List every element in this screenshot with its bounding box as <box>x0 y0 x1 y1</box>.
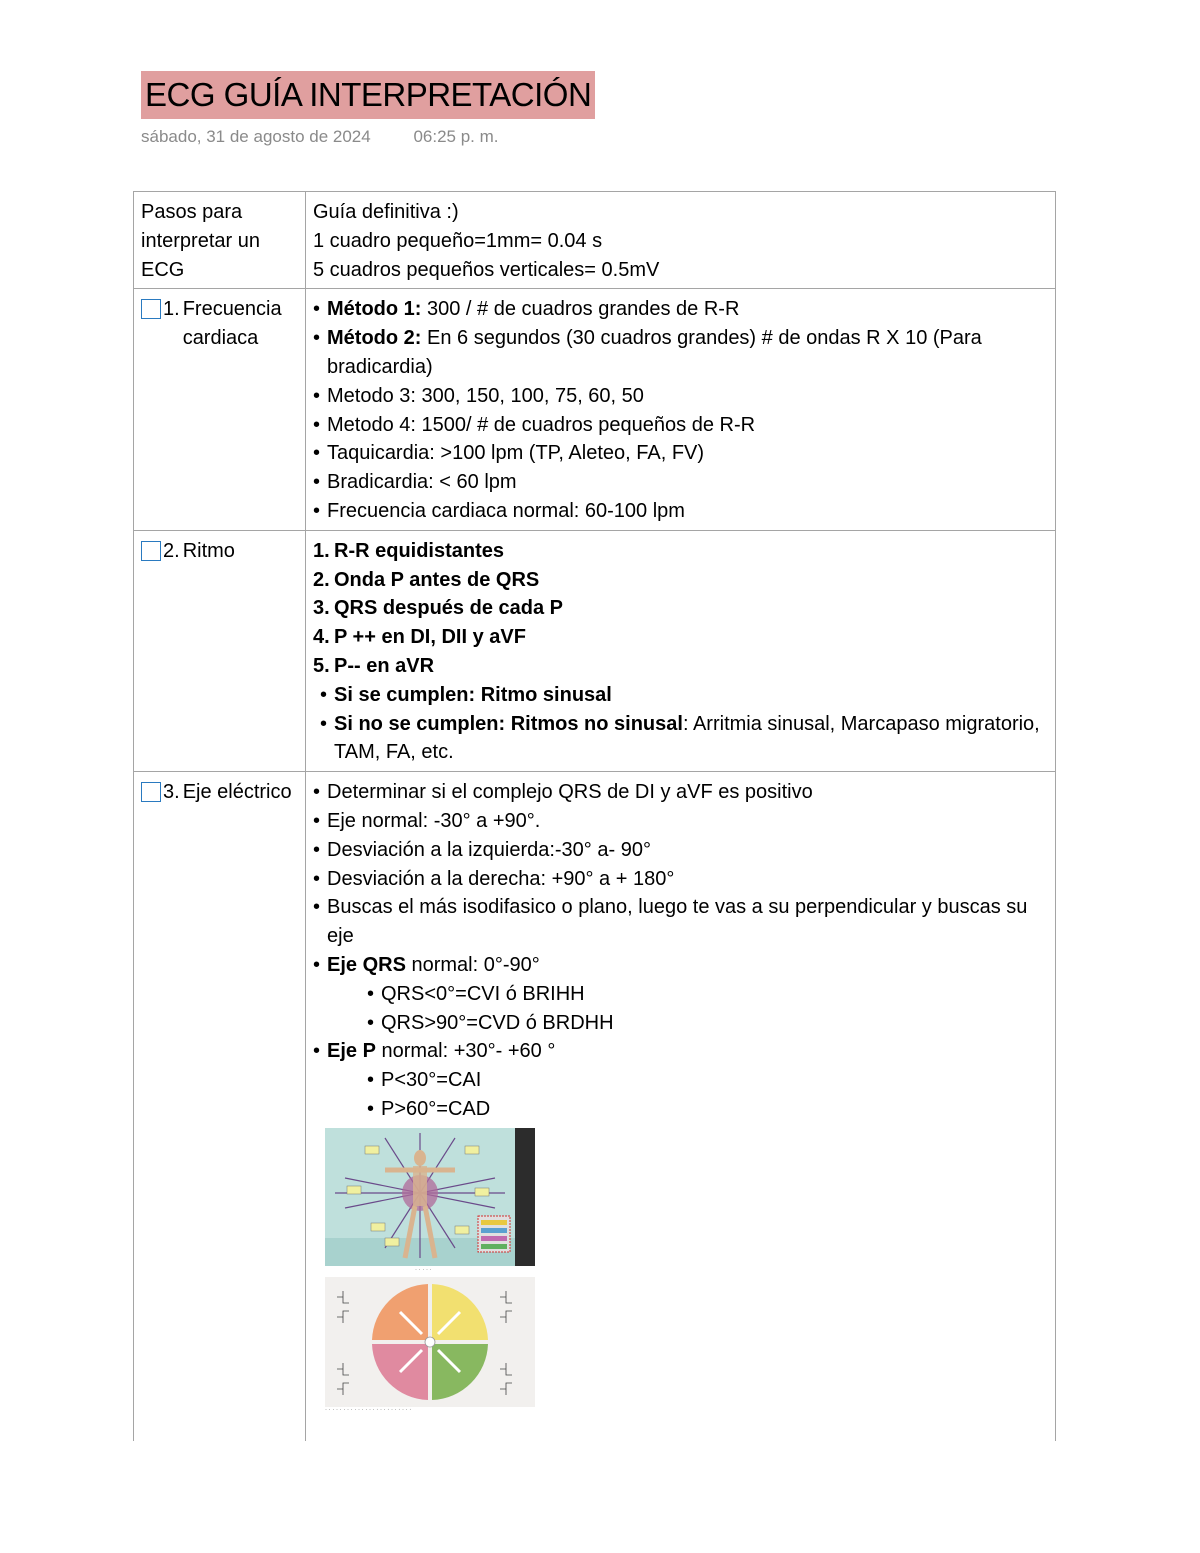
list-item: • Eje P normal: +30°- +60 ° <box>313 1040 556 1063</box>
sub-list-item: • P<30°=CAI <box>367 1069 482 1092</box>
step-label: Ritmo <box>182 539 235 562</box>
header-col2-line: 1 cuadro pequeño=1mm= 0.04 s <box>313 229 603 252</box>
sub-list-item: • QRS<0°=CVI ó BRIHH <box>367 982 585 1005</box>
step-cell <box>134 772 306 1442</box>
figure-caption-small: · · · · · · · · · · · · · · · · · · · · · · · · <box>325 1406 412 1413</box>
header-col2-line: 5 cuadros pequeños verticales= 0.5mV <box>313 258 660 281</box>
sub-list-item: • P>60°=CAD <box>367 1097 491 1120</box>
table-row-frecuencia <box>134 289 1056 530</box>
table-row-eje <box>134 772 1056 1442</box>
step-number: 2. <box>163 539 180 562</box>
page-date: sábado, 31 de agosto de 2024 <box>141 127 371 146</box>
list-item: 5. P-- en aVR <box>313 654 435 677</box>
list-item: • Si se cumplen: Ritmo sinusal <box>320 683 612 706</box>
list-item: • Desviación a la derecha: +90° a + 180° <box>313 867 675 890</box>
list-item: • Buscas el más isodifasico o plano, luego te vas a su perpendicular y buscas su eje <box>313 896 1028 948</box>
header-col1-line: Pasos para <box>141 201 243 223</box>
header-col1-line: ECG <box>141 258 185 281</box>
sub-list-item: • QRS>90°=CVD ó BRDHH <box>367 1011 614 1034</box>
list-item: • Determinar si el complejo QRS de DI y aVF es positivo <box>313 781 813 804</box>
list-item: 4. P ++ en DI, DII y aVF <box>313 626 526 649</box>
list-item: • Eje QRS normal: 0°-90° <box>313 953 540 976</box>
header-col1 <box>134 192 306 289</box>
header-col1-line: interpretar un <box>141 229 260 252</box>
step-cell <box>134 530 306 771</box>
list-item: • Método 1: 300 / # de cuadros grandes de R-R <box>313 298 740 321</box>
list-item: 1. R-R equidistantes <box>313 539 505 562</box>
hexaxial-body-diagram-image <box>325 1128 535 1266</box>
header-col2-line: Guía definitiva :) <box>313 201 459 223</box>
list-item: • Método 2: En 6 segundos (30 cuadros grandes) # de ondas R X 10 (Para bradicardia) <box>313 327 982 378</box>
step-number: 1. <box>163 298 180 321</box>
step-cell <box>134 289 306 530</box>
date-time-line <box>141 127 499 147</box>
header-col2 <box>306 192 1056 289</box>
list-item: • Si no se cumplen: Ritmos no sinusal: Arritmia sinusal, Marcapaso migratorio, TAM, FA, etc. <box>320 712 1040 764</box>
list-item: • Bradicardia: < 60 lpm <box>313 471 517 494</box>
figure-caption-small: · · · · · <box>415 1266 432 1273</box>
step-label: Frecuencia cardiaca <box>182 298 282 350</box>
task-checkbox[interactable] <box>141 782 161 802</box>
step-number: 3. <box>163 781 180 804</box>
list-item: • Taquicardia: >100 lpm (TP, Aleteo, FA, FV) <box>313 442 705 465</box>
page-title: ECG GUÍA INTERPRETACIÓN <box>141 71 595 119</box>
ecg-guide-table <box>133 191 1056 1441</box>
step-label: Eje eléctrico <box>182 781 292 804</box>
axis-quadrant-diagram-image <box>325 1277 535 1407</box>
content-cell <box>306 772 1056 1442</box>
list-item: • Frecuencia cardiaca normal: 60-100 lpm <box>313 499 685 522</box>
task-checkbox[interactable] <box>141 299 161 319</box>
content-cell <box>306 289 1056 530</box>
list-item: 2. Onda P antes de QRS <box>313 568 540 591</box>
table-row-ritmo <box>134 530 1056 771</box>
list-item: • Metodo 3: 300, 150, 100, 75, 60, 50 <box>313 384 644 407</box>
list-item: • Desviación a la izquierda:-30° a- 90° <box>313 838 651 861</box>
list-item: • Eje normal: -30° a +90°. <box>313 809 541 832</box>
list-item: • Metodo 4: 1500/ # de cuadros pequeños de R-R <box>313 413 756 436</box>
task-checkbox[interactable] <box>141 541 161 561</box>
table-header-row <box>134 192 1056 289</box>
axis-figures <box>325 1128 1049 1414</box>
page-time: 06:25 p. m. <box>413 127 499 146</box>
content-cell <box>306 530 1056 771</box>
list-item: 3. QRS después de cada P <box>313 597 563 620</box>
